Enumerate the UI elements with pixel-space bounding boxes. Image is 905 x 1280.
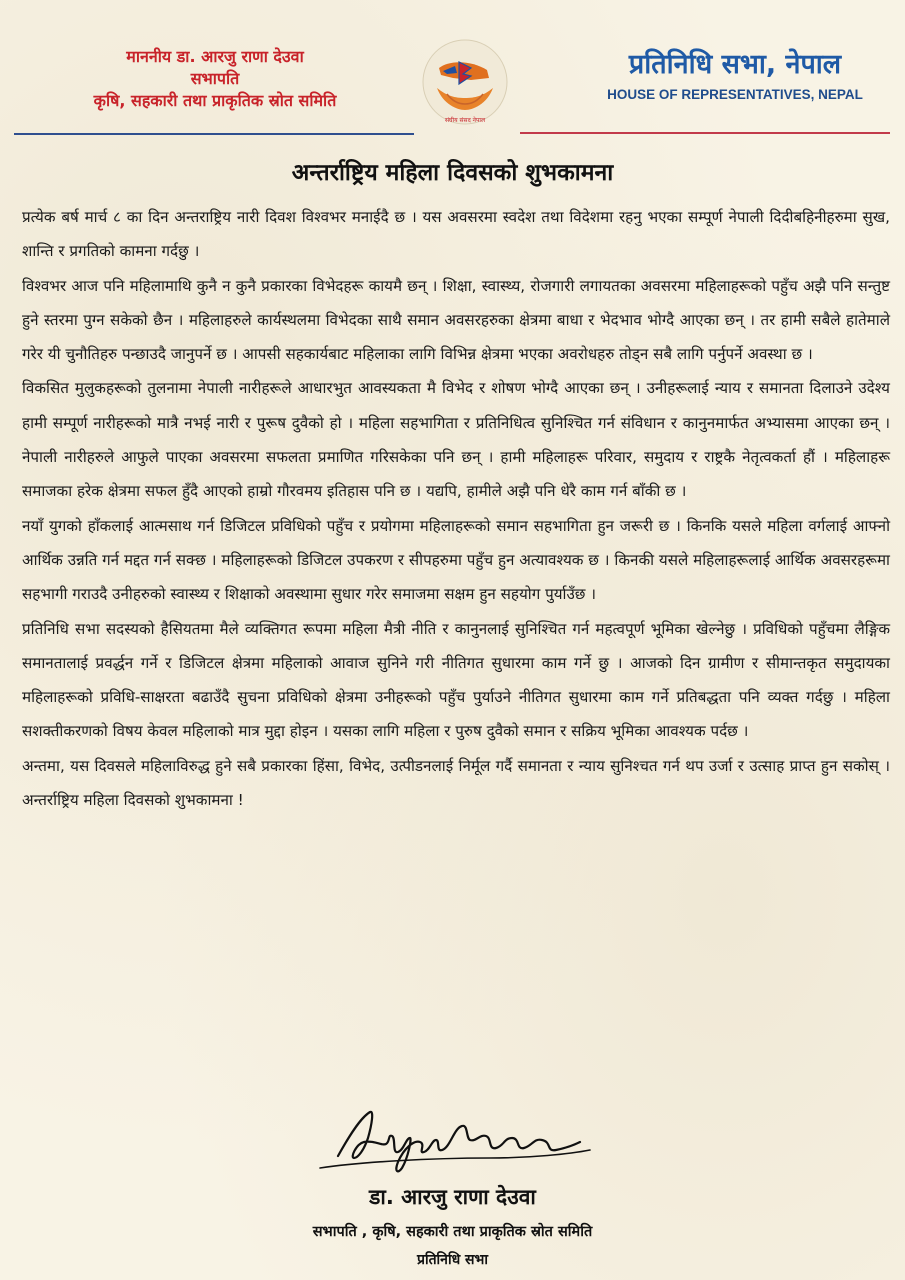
signatory-role: सभापति , कृषि, सहकारी तथा प्राकृतिक स्रोत समिति (312, 1224, 593, 1240)
letter-title: अन्तर्राष्ट्रिय महिला दिवसको शुभकामना (291, 160, 614, 186)
paragraph: नयाँ युगको हाँकलाई आत्मसाथ गर्न डिजिटल प्रविधिको पहुँच र प्रयोगमा महिलाहरूको समान सहभागिता हुन जरूरी छ । किनकि यसले महिला वर्गलाई आफ्नो आर्थिक उन्नति गर्न मद्दत गर्न सक्छ । महिलाहरूको डिजिटल उपकरण र सीपहरुमा पहुँच हुन अत्यावश्यक छ । किनकी यसले महिलाहरूलाई आर्थिक अवसरहरूमा सहभागी गराउदै उनीहरुको स्वास्थ्य र शिक्षाको अवस्थामा सुधार गरेर समाजमा सक्षम हुन सहयोग पुर्याउँछ । (22, 516, 890, 604)
sender-committee: कृषि, सहकारी तथा प्राकृतिक स्रोत समिति (93, 91, 337, 110)
signatory-name: डा. आरजु राणा देउवा (369, 1185, 536, 1209)
signatory-house: प्रतिनिधि सभा (416, 1252, 488, 1268)
letterhead-left (40, 46, 390, 112)
sender-title: सभापति (190, 69, 240, 88)
paragraph: प्रत्येक बर्ष मार्च ८ का दिन अन्तराष्ट्रिय नारी दिवश विश्वभर मनाईदै छ । यस अवसरमा स्वदेश तथा विदेशमा रहनु भएका सम्पूर्ण नेपाली दिदीबहिनीहरुमा सुख, शान्ति र प्रगतिको कामना गर्दछु । (22, 208, 890, 261)
header-rule-left (14, 133, 414, 135)
letterhead-right (600, 48, 870, 104)
parliament-emblem-icon (419, 38, 511, 130)
letterhead (0, 0, 905, 140)
header-rule-right (520, 132, 890, 134)
letter-body (22, 200, 890, 817)
paragraph: विश्वभर आज पनि महिलामाथि कुनै न कुनै प्रकारका विभेदहरू कायमै छन् । शिक्षा, स्वास्थ्य, रोजगारी लगायतका अवसरमा महिलाहरूको पहुँच अझै पनि सन्तुष्ट हुने स्तरमा पुग्न सकेको छैन । महिलाहरुले कार्यस्थलमा विभेदका साथै समान अवसरहरुका क्षेत्रमा बाधा र भेदभाव भोग्दै आएका छन् । तर हामी सबैले हातेमाले गरेर यी चुनौतिहरु पन्छाउदै जानुपर्ने छ । आपसी सहकार्यबाट महिलाका लागि विभिन्न क्षेत्रमा भएका अवरोधहरु तोड्न सबै लागि पर्नुपर्ने अवस्था छ । (22, 276, 890, 364)
sender-name: माननीय डा. आरजु राणा देउवा (126, 47, 304, 66)
paragraph: अन्तमा, यस दिवसले महिलाविरुद्ध हुने सबै प्रकारका हिंसा, विभेद, उत्पीडनलाई निर्मूल गर्दै समानता र न्याय सुनिश्चत गर्न थप उर्जा र उत्साह प्राप्त हुन सकोस् । अन्तर्राष्ट्रिय महिला दिवसको शुभकामना ! (22, 756, 890, 810)
house-name-english: HOUSE OF REPRESENTATIVES, NEPAL (607, 87, 863, 102)
paragraph: प्रतिनिधि सभा सदस्यको हैसियतमा मैले व्यक्तिगत रूपमा महिला मैत्री नीति र कानुनलाई सुनिश्चित गर्न महत्वपूर्ण भूमिका खेल्नेछु । प्रविधिको पहुँचमा लैङ्गिक समानतालाई प्रवर्द्धन गर्ने र डिजिटल क्षेत्रमा महिलाको आवाज सुनिने गरी नीतिगत सुधारमा काम गर्ने छु । आजको दिन ग्रामीण र सीमान्तकृत समुदायका महिलाहरूको प्रविधि-साक्षरता बढाउँदै सुचना प्रविधिको क्षेत्रमा उनीहरूको पहुँच पुर्याउने नीतिगत सुधारमा काम गर्ने प्रतिबद्धता पनि व्यक्त गर्दछु । महिला सशक्तीकरणको विषय केवल महिलाको मात्र मुद्दा होइन । यसका लागि महिला र पुरुष दुवैको समान र सक्रिय भूमिका आवश्यक पर्दछ । (22, 619, 890, 741)
paragraph: विकसित मुलुकहरूको तुलनामा नेपाली नारीहरूले आधारभुत आवस्यकता मै विभेद र शोषण भोग्दै आएका छन् । उनीहरूलाई न्याय र समानता दिलाउने उदेश्य हामी सम्पूर्ण नारीहरूको मात्रै नभई नारी र पुरूष दुवैको हो । महिला सहभागिता र प्रतिनिधित्व सुनिश्चित गर्न संविधान र कानुनमार्फत अभ्यासमा आएका छन् ।नेपाली नारीहरुले आफुले पाएका अवसरमा सफलता प्रमाणित गरिसकेका पनि छन् । हामी महिलाहरू परिवार, समुदाय र राष्ट्रकै नेतृत्वकर्ता हौं । महिलाहरू समाजका हरेक क्षेत्रमा सफल हुँदै आएको हाम्रो गौरवमय इतिहास पनि छ । यद्यपि, हामीले अझै पनि धेरै काम गर्न बाँकी छ । (22, 379, 890, 501)
house-name-nepali: प्रतिनिधि सभा, नेपाल (628, 49, 842, 80)
handwritten-signature (290, 1098, 620, 1178)
emblem-caption: संघीय संसद नेपाल (444, 117, 486, 124)
